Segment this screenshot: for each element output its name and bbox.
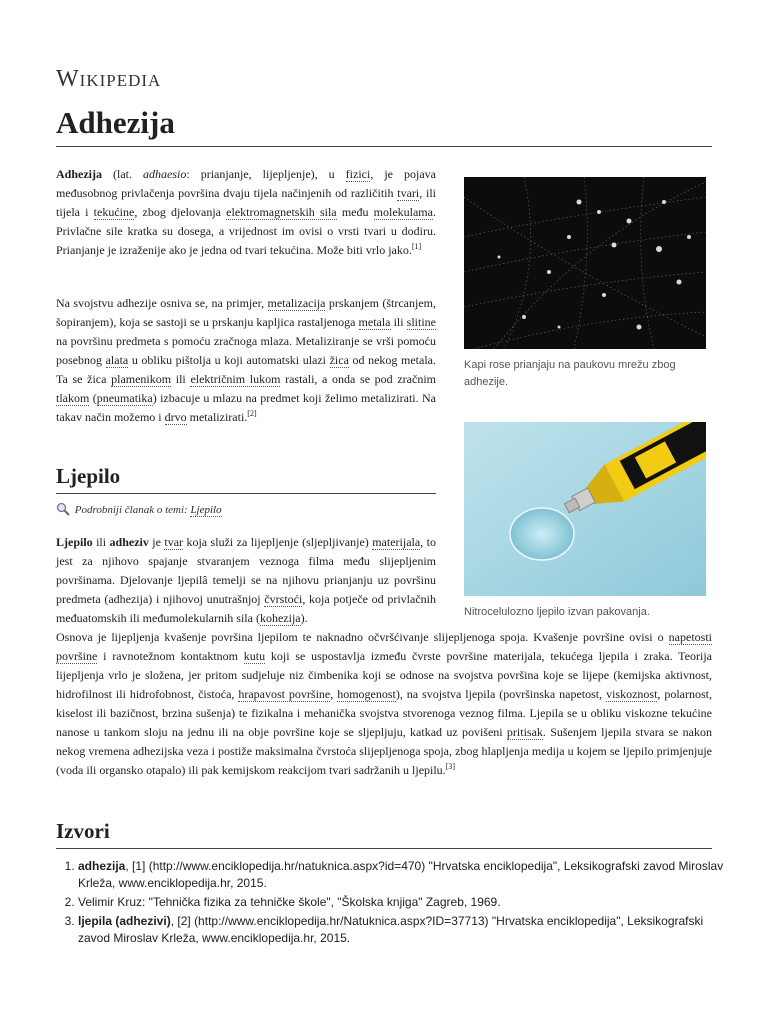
link-tvar[interactable]: tvar [164,535,184,549]
text: rastali, a onda se pod zračnim [280,372,436,386]
ref-external-link[interactable]: [2] [177,914,191,928]
term-adheziv: adheziv [109,535,149,549]
hatnote [56,502,222,519]
figure-caption-1: Kapi rose prianjaju na paukovu mrežu zbog adhezije. [464,359,676,388]
text: ) izbacuje u mlazu na predmet koji želimo metalizirati. Na takav način možemo i [56,391,437,424]
text: i ravnotežnom kontaktnom [97,649,244,663]
link-materijala[interactable]: materijala [372,535,421,549]
text: od nekog metala. Ta se žica [56,353,436,386]
link-molekulama[interactable]: molekulama [373,205,433,219]
link-elektromagnetske-sile[interactable]: elektromagnetskih sila [226,205,337,219]
intro-paragraph [56,165,436,260]
link-zica[interactable]: žica [329,353,349,367]
term-ljepilo: Ljepilo [56,535,93,549]
metalization-paragraph [56,294,436,427]
text: u obliku pištolja u koji automatski ulazi [128,353,330,367]
text: koji se uspostavlja između čvrste površine materijala, tekućega ljepila i zraka. Teorija lijepljenja vrlo je složena, jer pritom sudjeluje niz čimbenika koji se odnose na svojstva površina koje se lijepe (kemijska aktivnost, hidrofilnost ili hidrofobnost, čistoća, [56,649,712,701]
text: ), na svojstva ljepila (površinska napetost, [395,687,607,701]
link-hrapavost[interactable]: hrapavost površine [238,687,331,701]
intro-term: Adhezija [56,167,102,181]
ref-title: adhezija [78,859,126,873]
link-ljepilo-main[interactable]: Ljepilo [190,504,222,517]
link-viskoznost[interactable]: viskoznost [606,687,658,701]
link-tvari[interactable]: tvari [397,186,420,200]
ref-external-link[interactable]: [1] [132,859,146,873]
ref-url[interactable]: (http://www.enciklopedija.hr/natuknica.aspx?id=470) [148,859,426,873]
text: . Privlačne sile kratka su dosega, a vrijednost im ovisi o vrsti tvari u dodiru. Prianjanje je izraženije ako je jedna od tvari tekućina. Može biti vrlo jako. [56,205,436,257]
link-slitine[interactable]: slitine [406,315,436,329]
text: , koja potječe od privlačnih međuatomskih ili međumolekularnih sila ( [56,592,436,625]
link-fizici[interactable]: fizici [345,167,371,181]
glue-tube-photo[interactable] [464,422,706,596]
link-plamenikom[interactable]: plamenikom [111,372,172,386]
text: Na svojstvu adhezije osniva se, na primjer, [56,296,268,310]
ljepilo-paragraph [56,533,436,628]
ref-title: ljepila (adhezivi) [78,914,171,928]
text: "Hrvatska enciklopedija", Leksikografski zavod Miroslav Krleža, www.enciklopedija.hr, 2015. [78,859,724,890]
link-kutu[interactable]: kutu [243,649,266,663]
text: među [336,205,374,219]
ref-link-2[interactable]: [2] [247,409,257,418]
text: koja služi za lijepljenje (sljepljivanje) [183,535,373,549]
ref-link-3[interactable]: [3] [445,762,456,771]
text: prskanjem (štrcanjem, šopiranjem), koja se sastoji se u prskanju kapljica rastaljenoga [56,296,436,329]
text: , [170,914,178,928]
spider-web-dew-photo[interactable] [464,177,706,349]
section-heading-ljepilo: Ljepilo [56,464,436,494]
hatnote-prefix: Podrobniji članak o temi: [74,504,191,517]
link-pneumatika[interactable]: pneumatika [96,391,153,405]
text: , ili tijela i [56,186,436,219]
magnifier-icon [56,502,72,519]
figure-dew-web [464,177,706,391]
link-alata[interactable]: alata [105,353,129,367]
text: je [148,535,165,549]
text: , to jest za njihovo spajanje stvaranjem veznoga filma među slijepljenim površinama. Djelovanje ljepilâ temelji se na njihovu prianjanju uz površinu predmeta (adhezija) i njihovoj unutrašnjoj [56,535,436,606]
reference-item [78,913,734,947]
link-napetost-povrsine[interactable]: napetosti površine [56,630,712,663]
text: (lat. [102,167,144,181]
text: , zbog djelovanja [134,205,227,219]
wikipedia-wordmark[interactable]: Wikipedia [56,66,162,92]
ref-url[interactable]: (http://www.enciklopedija.hr/Natuknica.aspx?ID=37713) [194,914,489,928]
text: metalizirati. [186,410,248,424]
link-pritisak[interactable]: pritisak [506,725,543,739]
link-metala[interactable]: metala [358,315,391,329]
figure-glue-tube [464,422,706,621]
text: : prianjanje, lijepljenje), u [186,167,346,181]
reference-item [78,858,734,892]
link-cvrstoci[interactable]: čvrstoći [264,592,303,606]
text: "Hrvatska enciklopedija", Leksikografski zavod Miroslav Krleža, www.enciklopedija.hr, 2015. [78,914,704,945]
references-list [56,858,734,949]
link-metalizacija[interactable]: metalizacija [267,296,326,310]
figure-caption-2: Nitrocelulozno ljepilo izvan pakovanja. [464,606,650,618]
section-heading-izvori: Izvori [56,819,712,849]
page-title: Adhezija [56,103,712,147]
ref-link-1[interactable]: [1] [411,242,422,251]
text: ili [92,535,110,549]
text: ( [89,391,97,405]
reference-item [78,894,734,911]
link-tlakom[interactable]: tlakom [56,391,90,405]
latin-term: adhaesio [143,167,187,181]
text: Osnova je lijepljenja kvašenje površina ljepilom te naknadno očvršćivanje slijepljenoga spoja. Kvašenje površine ovisi o [56,630,669,644]
link-elektricni-luk[interactable]: električnim lukom [190,372,281,386]
text: ). [300,611,308,625]
text: na površinu predmeta s pomoću zračnoga mlaza. Metaliziranje se vrši pomoću posebnog [56,334,436,367]
link-drvo[interactable]: drvo [164,410,187,424]
link-kohezija[interactable]: kohezija [259,611,301,625]
text: ili [390,315,407,329]
text: , je pojava međusobnog privlačenja površina dvaju tijela načinjenih od različitih [56,167,436,200]
text: , polarnost, kiselost ili bazičnost, brzina sušenja) te fizikalna i mehanička svojstva stvorenoga veznog filma. Ljepila se u obliku viskozne tekućine nanose u tankom sloju na jednu ili na obje površine koje se sljepljuju, katkad uz povišeni [56,687,712,739]
link-homogenost[interactable]: homogenost [337,687,396,701]
link-tekucine[interactable]: tekućine [93,205,135,219]
text: . Sušenjem ljepila stvara se nakon nekog vremena adhezijska veza i postiže maksimalna čvrstoća slijepljenoga spoja, zbog hlapljenja medija u kojem se ljepilo primjenjuje (voda ili organsko otapalo) ili pak kemijskom reakcijom tvari sadržanih u ljepilu. [56,725,712,777]
text: ili [171,372,191,386]
text: , [330,687,338,701]
bonding-paragraph [56,628,712,780]
ref-text: Velimir Kruz: "Tehnička fizika za tehničke škole", "Školska knjiga" Zagreb, 1969. [78,895,501,909]
text: , [125,859,133,873]
